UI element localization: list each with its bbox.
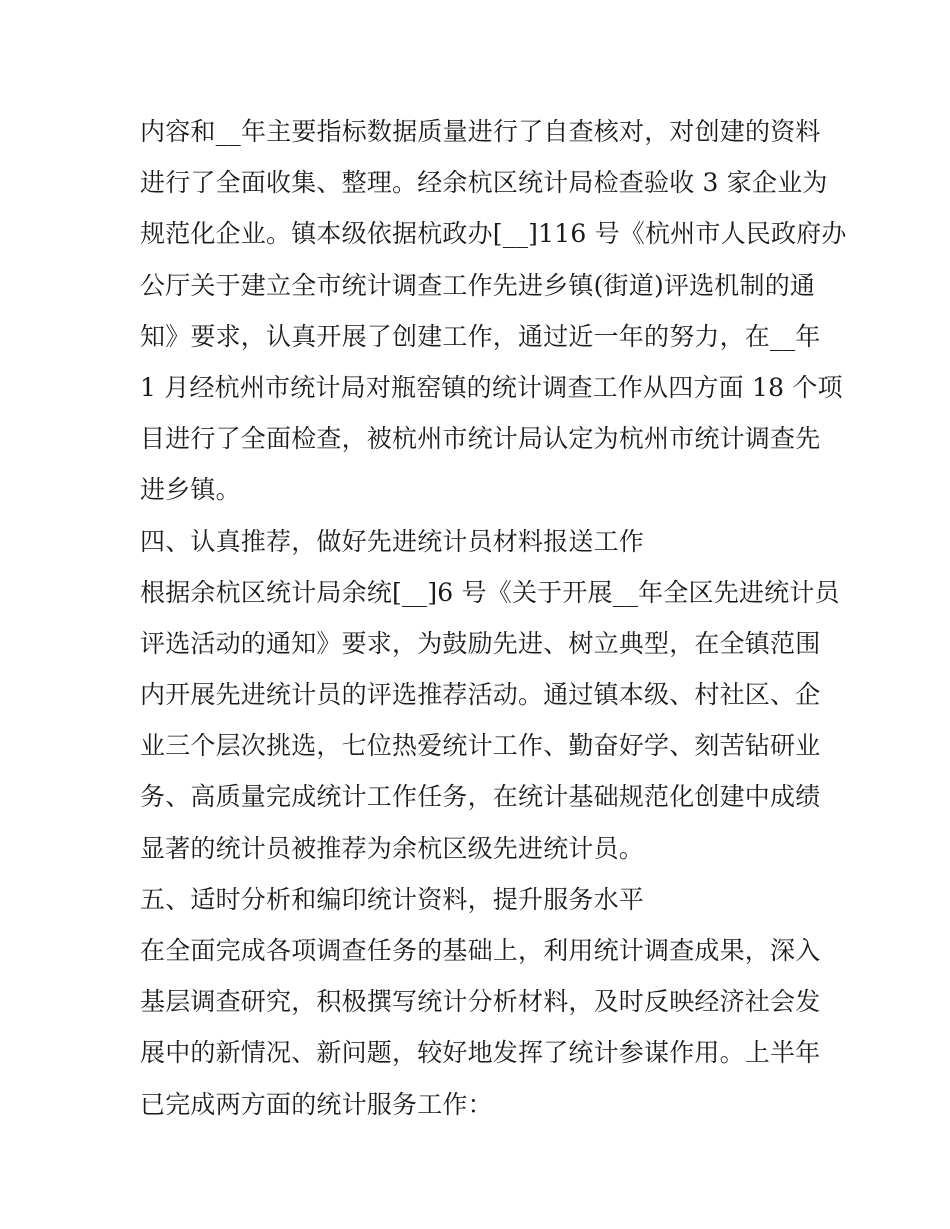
section-heading-5: 五、适时分析和编印统计资料，提升服务水平	[140, 884, 645, 914]
paragraph-line: 展中的新情况、新问题，较好地发挥了统计参谋作用。上半年	[140, 1038, 821, 1068]
paragraph-line: 内开展先进统计员的评选推荐活动。通过镇本级、村社区、企	[140, 680, 821, 710]
paragraph-line: 显著的统计员被推荐为余杭区级先进统计员。	[140, 833, 645, 863]
paragraph-line: 1 月经杭州市统计局对瓶窑镇的统计调查工作从四方面 18 个项	[140, 372, 843, 402]
paragraph-line: 公厅关于建立全市统计调查工作先进乡镇(街道)评选机制的通	[140, 270, 816, 300]
section-heading-4: 四、认真推荐，做好先进统计员材料报送工作	[140, 526, 645, 556]
paragraph-line: 知》要求，认真开展了创建工作，通过近一年的努力，在__年	[140, 321, 821, 351]
paragraph-line: 基层调查研究，积极撰写统计分析材料，及时反映经济社会发	[140, 987, 821, 1017]
paragraph-line: 在全面完成各项调查任务的基础上，利用统计调查成果，深入	[140, 936, 821, 965]
paragraph-line: 业三个层次挑选，七位热爱统计工作、勤奋好学、刻苦钻研业	[140, 731, 821, 761]
paragraph-line: 根据余杭区统计局余统[__]6 号《关于开展__年全区先进统计员	[140, 577, 840, 607]
paragraph-line: 已完成两方面的统计服务工作：	[140, 1089, 493, 1119]
document-body	[140, 106, 847, 1130]
paragraph-line: 目进行了全面检查，被杭州市统计局认定为杭州市统计调查先	[140, 424, 821, 454]
paragraph-line: 评选活动的通知》要求，为鼓励先进、树立典型，在全镇范围	[140, 628, 821, 658]
paragraph-line: 内容和__年主要指标数据质量进行了自查核对，对创建的资料	[140, 117, 821, 146]
paragraph-line: 务、高质量完成统计工作任务，在统计基础规范化创建中成绩	[140, 782, 821, 812]
paragraph-line: 规范化企业。镇本级依据杭政办[__]116 号《杭州市人民政府办	[140, 219, 847, 249]
paragraph-line: 进乡镇。	[140, 475, 241, 505]
paragraph-line: 进行了全面收集、整理。经余杭区统计局检查验收 3 家企业为	[140, 168, 828, 198]
